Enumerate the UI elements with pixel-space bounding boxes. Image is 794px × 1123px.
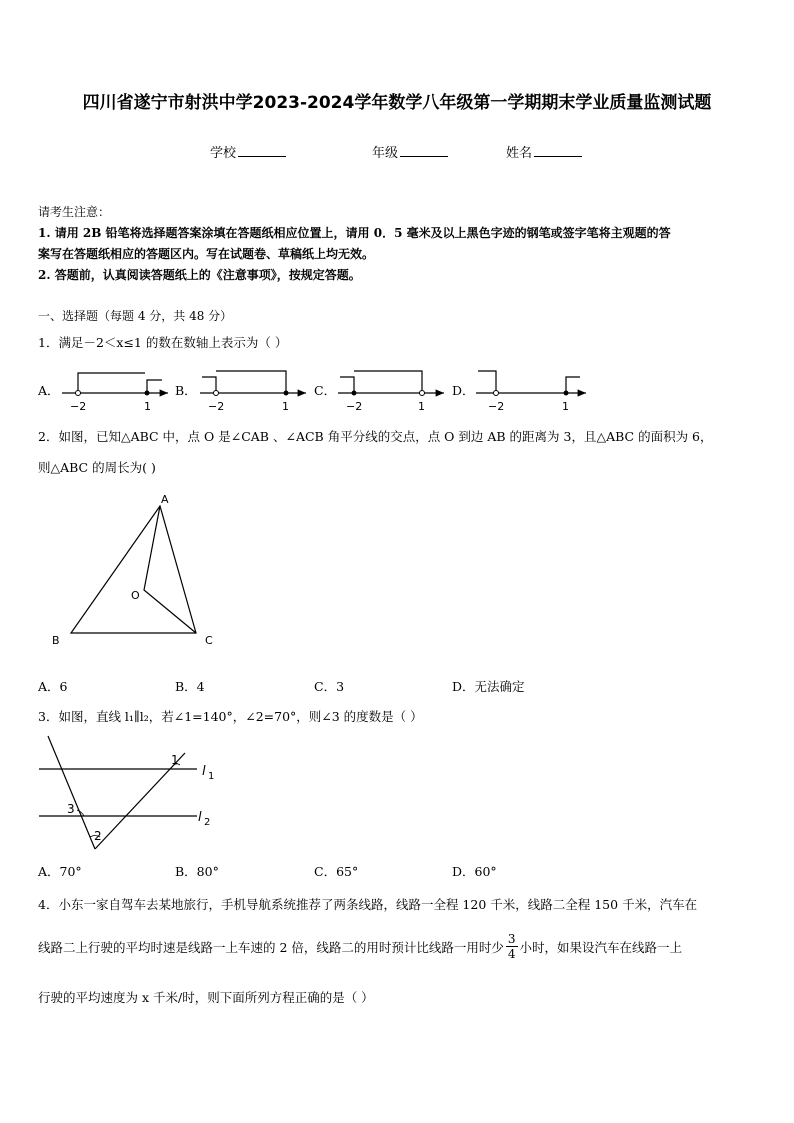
q2-option-d: D．无法确定 <box>452 679 525 694</box>
q1-option-b-label: B． <box>175 383 197 398</box>
q4-line-2a: 线路二上行驶的平均时速是线路一上车速的 2 倍，线路二的用时预计比线路一用时少 <box>38 939 504 955</box>
q1-d-tick-1: 1 <box>562 400 569 413</box>
q1-d-tick-minus2: −2 <box>488 400 505 413</box>
q1-c-tick-1: 1 <box>418 400 425 413</box>
q3-option-d: D．60° <box>452 864 497 879</box>
q3-parallel-lines-figure <box>30 730 230 855</box>
notice-heading: 请考生注意： <box>38 205 111 219</box>
q2-triangle-figure <box>40 490 230 650</box>
q4-line-1: 4．小东一家自驾车去某地旅行，手机导航系统推荐了两条线路，线路一全程 120 千米，线路二全程 150 千米，汽车在 <box>38 897 698 912</box>
q1-option-a-label: A． <box>38 383 60 398</box>
q4-fraction-denominator: 4 <box>507 947 516 961</box>
grade-blank <box>400 144 448 157</box>
q2-vertex-c: C <box>205 634 213 647</box>
q1-option-c-label: C． <box>314 383 337 398</box>
q2-line-2: 则△ABC 的周长为( ) <box>38 460 156 475</box>
name-field <box>506 142 582 161</box>
q1-number-lines <box>0 360 794 420</box>
q3-angle-2: 2 <box>94 829 102 843</box>
q1-option-d-axis <box>476 371 586 413</box>
q1-option-d-label: D． <box>452 383 475 398</box>
q4-line-2b: 小时，如果设汽车在线路一上 <box>519 939 683 955</box>
q3-text: 3．如图，直线 l₁∥l₂，若∠1=140°，∠2=70°，则∠3 的度数是（ ） <box>38 709 423 724</box>
q3-line-l1: l <box>202 764 206 779</box>
q4-line-2 <box>38 932 682 961</box>
q1-text: 1．满足－2＜x≤1 的数在数轴上表示为（ ） <box>38 335 288 350</box>
q3-line-l2-sub: 2 <box>204 817 211 828</box>
school-field <box>210 142 286 161</box>
q3-line-l1-sub: 1 <box>208 771 215 782</box>
grade-field <box>372 142 448 161</box>
q4-line-3: 行驶的平均速度为 x 千米/时，则下面所列方程正确的是（ ） <box>38 990 374 1005</box>
q2-line-1: 2．如图，已知△ABC 中，点 O 是∠CAB 、∠ACB 角平分线的交点，点 O 到边 AB 的距离为 3，且△ABC 的面积为 6， <box>38 429 713 444</box>
q2-option-a: A．6 <box>38 679 68 694</box>
q3-option-c: C．65° <box>314 864 359 879</box>
q1-option-b-axis <box>200 371 306 413</box>
q2-vertex-b: B <box>52 634 60 647</box>
school-label: 学校 <box>210 146 237 161</box>
q4-fraction <box>506 932 518 961</box>
q1-a-tick-minus2: −2 <box>70 400 87 413</box>
name-blank <box>534 144 582 157</box>
q4-fraction-numerator: 3 <box>507 932 516 946</box>
notice-line-1b: 案写在答题纸相应的答题区内。写在试题卷、草稿纸上均无效。 <box>38 247 375 261</box>
q2-option-b: B．4 <box>175 679 205 694</box>
q3-option-b: B．80° <box>175 864 219 879</box>
q1-b-tick-1: 1 <box>282 400 289 413</box>
page-title: 四川省遂宁市射洪中学2023-2024学年数学八年级第一学期期末学业质量监测试题 <box>82 93 712 113</box>
q3-angle-1: 1 <box>171 753 179 767</box>
q1-option-c-axis <box>338 371 444 413</box>
q1-option-a-axis <box>62 373 168 413</box>
name-label: 姓名 <box>506 146 533 161</box>
grade-label: 年级 <box>372 146 399 161</box>
q3-line-l2: l <box>198 810 202 825</box>
q2-vertex-a: A <box>161 493 169 506</box>
notice-line-2: 2. 答题前，认真阅读答题纸上的《注意事项》，按规定答题。 <box>38 268 361 282</box>
school-blank <box>238 144 286 157</box>
q3-angle-3: 3 <box>67 802 75 816</box>
q2-point-o: O <box>131 589 140 602</box>
q1-c-tick-minus2: −2 <box>346 400 363 413</box>
q3-option-a: A．70° <box>38 864 82 879</box>
section-heading: 一、选择题（每题 4 分，共 48 分） <box>38 309 233 323</box>
notice-line-1a: 1. 请用 2B 铅笔将选择题答案涂填在答题纸相应位置上，请用 0．5 毫米及以上黑色字迹的钢笔或签字笔将主观题的答 <box>38 226 671 240</box>
q1-b-tick-minus2: −2 <box>208 400 225 413</box>
q2-option-c: C．3 <box>314 679 345 694</box>
q1-a-tick-1: 1 <box>144 400 151 413</box>
